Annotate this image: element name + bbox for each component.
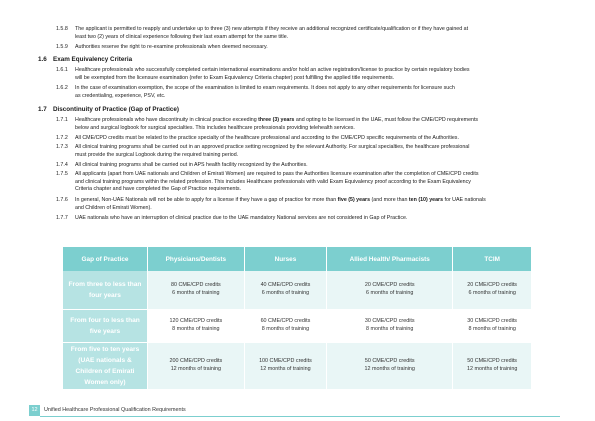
column-header: Physicians/Dentists <box>148 247 245 271</box>
table-cell <box>453 342 531 389</box>
credits-value: 30 CME/CPD credits <box>364 317 415 324</box>
item-number: 1.7.2 <box>56 135 68 141</box>
credits-value: 200 CME/CPD credits <box>169 357 223 364</box>
table-row <box>63 309 531 342</box>
column-header: Nurses <box>244 247 326 271</box>
training-value: 6 months of training <box>366 289 414 296</box>
paragraph-1-5-9 <box>75 44 268 52</box>
text-line <box>75 117 478 125</box>
text-line: will be exempted from the licensure examination (refer to Exam Equivalency Criteria chapter) post fulfilling the applied title requirements. <box>75 74 395 81</box>
text-line: must provide the surgical Logbook during the required training period. <box>75 151 239 158</box>
item-number: 1.6.1 <box>56 67 68 73</box>
paragraph-1-7-3 <box>75 144 469 159</box>
table-row <box>63 271 531 309</box>
text-line: as credentialing, experience, PSV, etc. <box>75 92 166 99</box>
item-number: 1.5.8 <box>56 26 68 32</box>
training-value: 12 months of training <box>466 365 518 372</box>
text-run: for UAE nationals <box>443 197 486 203</box>
item-number: 1.7.7 <box>56 215 68 221</box>
text-run: In general, Non-UAE Nationals will not be able to apply for a license if they have a gap of practice for more than <box>75 197 338 203</box>
training-value: 6 months of training <box>172 289 220 296</box>
credits-value: 50 CME/CPD credits <box>467 357 518 364</box>
section-number: 1.6 <box>38 56 47 63</box>
paragraph-1-7-6 <box>75 197 486 212</box>
item-number: 1.5.9 <box>56 44 68 50</box>
paragraph-1-7-2 <box>75 135 459 143</box>
item-number: 1.7.1 <box>56 117 68 123</box>
column-header: TCIM <box>453 247 531 271</box>
table-cell <box>148 271 245 309</box>
item-number: 1.7.5 <box>56 171 68 177</box>
row-header: From four to less than five years <box>63 309 148 342</box>
section-number: 1.7 <box>38 106 47 113</box>
text-run: Healthcare professionals who have discontinuity in clinical practice exceeding <box>75 117 259 123</box>
item-number: 1.6.2 <box>56 85 68 91</box>
credits-value: 100 CME/CPD credits <box>259 357 312 364</box>
training-value: 12 months of training <box>364 365 415 372</box>
item-number: 1.7.6 <box>56 197 68 203</box>
training-value: 6 months of training <box>468 289 516 296</box>
table-cell <box>244 342 326 389</box>
training-value: 8 months of training <box>468 325 516 332</box>
section-title: Discontinuity of Practice (Gap of Practice) <box>53 106 179 113</box>
table-cell <box>327 271 453 309</box>
training-value: 8 months of training <box>366 325 414 332</box>
training-value: 8 months of training <box>261 325 310 332</box>
table-cell <box>327 309 453 342</box>
page-number: 12 <box>29 405 40 416</box>
column-header: Allied Health/ Pharmacists <box>327 247 453 271</box>
training-value: 12 months of training <box>260 365 311 372</box>
footer-title: Unified Healthcare Professional Qualification Requirements <box>44 407 186 413</box>
text-line: UAE nationals who have an interruption of clinical practice due to the UAE mandatory National services are not considered in Gap of Practice. <box>75 215 408 221</box>
paragraph-1-6-2 <box>75 85 455 100</box>
gap-of-practice-table <box>63 247 531 390</box>
footer-divider <box>40 416 560 417</box>
table-cell <box>453 309 531 342</box>
row-header: From five to ten years (UAE nationals & Children of Emirati Women only) <box>63 342 148 389</box>
text-line: The applicant is permitted to reapply and undertake up to three (3) new attempts if they receive an additional recognized certificate/qualification or if they have gained at <box>75 26 469 32</box>
text-line: Authorities reserve the right to re-examine professionals when deemed necessary. <box>75 44 268 50</box>
table-row <box>63 342 531 389</box>
text-line: below and surgical logbook for surgical specialties. This includes healthcare professionals providing telehealth services. <box>75 124 355 131</box>
credits-value: 60 CME/CPD credits <box>260 317 311 324</box>
paragraph-1-5-8 <box>75 26 468 41</box>
paragraph-1-6-1 <box>75 67 470 82</box>
text-line: All clinical training programs shall be carried out in an approved practice setting recognized by the relevant Authority. For surgical specialties, the healthcare professional <box>75 144 470 150</box>
text-line: In the case of examination exemption, the scope of the examination is limited to exam requirements. It does not apply to any other requirements for licensure such <box>75 85 455 91</box>
credits-value: 50 CME/CPD credits <box>364 357 415 364</box>
credits-value: 40 CME/CPD credits <box>260 281 311 288</box>
text-line: least two (2) years of clinical experience following their last exam attempt for the same title. <box>75 33 289 40</box>
item-number: 1.7.4 <box>56 162 68 168</box>
emphasis-duration: five (5) years <box>337 197 371 203</box>
text-line: All applicants (apart from UAE nationals and Children of Emirati Women) are required to pass the Authorities licensure examination after the completion of CME/CPD credits <box>75 171 479 177</box>
text-line: All CME/CPD credits must be related to the practice specialty of the healthcare professional and according to the CME/CPD specific requirements of the Authorities. <box>75 135 459 141</box>
paragraph-1-7-4 <box>75 162 308 170</box>
emphasis-duration: three (3) years <box>258 117 295 123</box>
credits-value: 20 CME/CPD credits <box>364 281 415 288</box>
training-value: 6 months of training <box>261 289 310 296</box>
column-header: Gap of Practice <box>63 247 148 271</box>
text-line: and clinical training programs within the related profession. This includes Healthcare professionals with valid Exam Equivalency proof according to the Exam Equivalency <box>75 178 471 185</box>
paragraph-1-7-1 <box>75 117 478 132</box>
training-value: 8 months of training <box>172 325 220 332</box>
credits-value: 80 CME/CPD credits <box>170 281 221 288</box>
section-title: Exam Equivalency Criteria <box>53 56 133 63</box>
text-run: (and more than <box>370 197 409 203</box>
text-line: Healthcare professionals who successfully completed certain international examinations and/or hold an active registration/license to practice by certain regulatory bodies <box>75 67 470 73</box>
text-line <box>75 197 486 205</box>
paragraph-1-7-5 <box>75 171 479 194</box>
credits-value: 30 CME/CPD credits <box>467 317 518 324</box>
text-line: Criteria chapter and have completed the Gap of Practice requirements. <box>75 186 242 193</box>
table-cell <box>453 271 531 309</box>
emphasis-duration: ten (10) years <box>408 197 444 203</box>
table-cell <box>327 342 453 389</box>
training-value: 12 months of training <box>170 365 222 372</box>
credits-value: 20 CME/CPD credits <box>467 281 518 288</box>
item-number: 1.7.3 <box>56 144 68 150</box>
credits-value: 120 CME/CPD credits <box>169 317 223 324</box>
table-cell <box>148 309 245 342</box>
row-header: From three to less than four years <box>63 271 148 309</box>
table-cell <box>244 309 326 342</box>
paragraph-1-7-7 <box>75 215 407 223</box>
text-line: and Children of Emirati Women). <box>75 204 152 211</box>
table-header-row <box>63 247 531 271</box>
text-line: All clinical training programs shall be carried out in APS health facility recognized by the Authorities. <box>75 162 308 168</box>
table-cell <box>148 342 245 389</box>
table-cell <box>244 271 326 309</box>
text-run: and opting to be licensed in the UAE, must follow the CME/CPD requirements <box>294 117 479 123</box>
